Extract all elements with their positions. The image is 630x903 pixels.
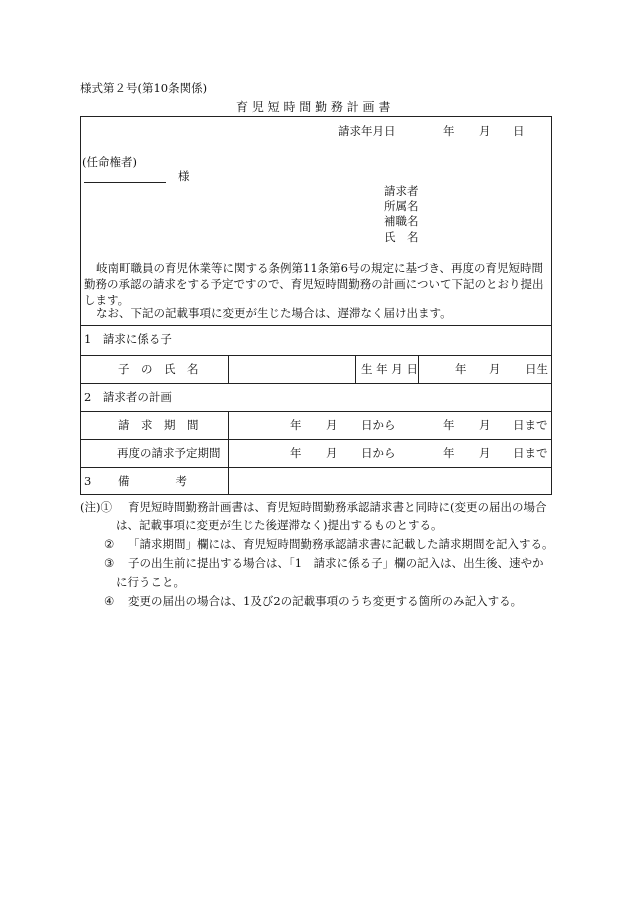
notes-prefix: (注)①	[80, 500, 112, 514]
birth-month: 月	[489, 362, 501, 376]
department-label: 所属名	[384, 199, 419, 213]
document-title: 育 児 短 時 間 勤 務 計 画 書	[236, 100, 391, 114]
request-date-year: 年	[443, 124, 455, 138]
appointer-label: (任命権者)	[82, 155, 137, 169]
body-paragraph	[84, 260, 548, 308]
request-period-label: 請 求 期 間	[118, 418, 199, 432]
remarks-field[interactable]	[229, 468, 551, 494]
period-end-until: 日まで	[513, 418, 548, 432]
child-name-field[interactable]	[229, 356, 354, 382]
request-date-month: 月	[479, 124, 491, 138]
rerequest-start-month: 月	[326, 446, 338, 460]
rerequest-end-until: 日まで	[513, 446, 548, 460]
birthdate-label: 生 年 月 日	[361, 362, 418, 376]
appointer-name-line[interactable]	[84, 182, 166, 183]
rerequest-period-label: 再度の請求予定期間	[117, 446, 221, 460]
birth-day: 日生	[525, 362, 548, 376]
body-note-text: なお、下記の記載事項に変更が生じた場合は、遅滞なく届け出ます。	[96, 306, 452, 320]
period-start-year: 年	[290, 418, 302, 432]
request-date-day: 日	[513, 124, 525, 138]
section-1-heading: 1 請求に係る子	[84, 332, 172, 346]
period-end-month: 月	[479, 418, 491, 432]
note-4-mark: ④	[104, 594, 115, 608]
section-2-heading: 2 請求者の計画	[84, 390, 172, 404]
remarks-label: 備 考	[118, 474, 187, 488]
rule	[80, 439, 552, 440]
period-start-month: 月	[326, 418, 338, 432]
rule	[80, 383, 552, 384]
note-3-line-2: に行うこと。	[116, 575, 185, 589]
birth-year: 年	[455, 362, 467, 376]
rule	[228, 411, 229, 467]
rerequest-start-year: 年	[290, 446, 302, 460]
name-label: 氏 名	[384, 230, 419, 244]
rule	[80, 325, 552, 326]
note-3-line-1: 子の出生前に提出する場合は、「1 請求に係る子」欄の記入は、出生後、速やか	[128, 556, 544, 570]
note-4-text: 変更の届出の場合は、1及び2の記載事項のうち変更する箇所のみ記入する。	[128, 594, 523, 608]
note-2-text: 「請求期間」欄には、育児短時間勤務承認請求書に記載した請求期間を記入する。	[128, 537, 554, 551]
rerequest-end-month: 月	[479, 446, 491, 460]
period-start-from: 日から	[361, 418, 396, 432]
honorific-sama: 様	[178, 169, 190, 183]
rerequest-end-year: 年	[443, 446, 455, 460]
rule	[355, 355, 356, 383]
form-number: 様式第２号(第10条関係)	[80, 81, 208, 95]
request-date-label: 請求年月日	[338, 124, 396, 138]
note-3-mark: ③	[104, 556, 115, 570]
note-1-line-1: 育児短時間勤務計画書は、育児短時間勤務承認請求書と同時に(変更の届出の場合	[128, 500, 547, 514]
requester-label: 請求者	[384, 184, 419, 198]
rule	[418, 355, 419, 383]
child-name-label: 子 の 氏 名	[118, 362, 199, 376]
body-note-paragraph	[84, 305, 548, 321]
section-3-number: 3	[84, 474, 92, 488]
position-label: 補職名	[384, 214, 419, 228]
body-paragraph-text: 岐南町職員の育児休業等に関する条例第11条第6号の規定に基づき、再度の育児短時間勤務の承認の請求をする予定ですので、育児短時間勤務の計画について下記のとおり提出します。	[84, 261, 544, 307]
note-1-line-2: は、記載事項に変更が生じた後遅滞なく)提出するものとする。	[116, 518, 443, 532]
rule	[80, 411, 552, 412]
rerequest-start-from: 日から	[361, 446, 396, 460]
note-2-mark: ②	[104, 537, 115, 551]
period-end-year: 年	[443, 418, 455, 432]
